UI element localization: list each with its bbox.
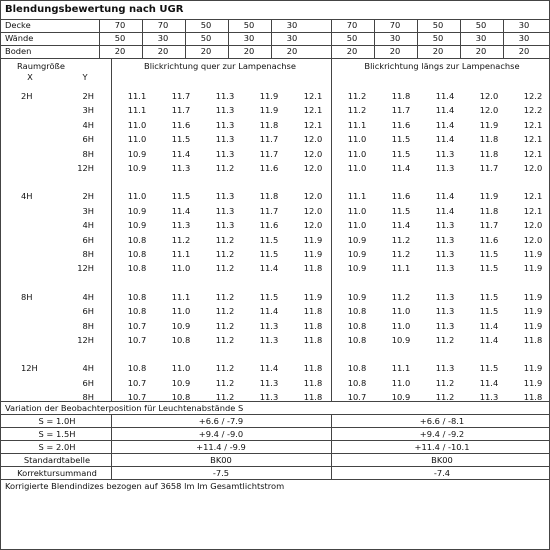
- table-divider-left: [111, 58, 112, 401]
- ugr-value-across: 11.3: [215, 91, 235, 101]
- reflectance-cell-divider: [374, 19, 375, 58]
- ugr-value-across: 11.7: [259, 134, 279, 145]
- ugr-value-along: 11.9: [523, 377, 543, 388]
- reflectance-value: 30: [286, 33, 298, 43]
- ugr-value-across: 11.3: [215, 191, 235, 202]
- correction-across: -7.5: [212, 468, 230, 478]
- ugr-value-across: 11.3: [215, 105, 235, 116]
- ugr-value-across: 10.7: [127, 335, 147, 345]
- variation-across: +9.4 / -9.0: [198, 429, 244, 439]
- ugr-value-across: 11.3: [259, 377, 279, 388]
- room-y-value: 6H: [82, 234, 94, 245]
- ugr-value-across: 10.9: [171, 320, 191, 331]
- ugr-value-across: 11.3: [215, 134, 235, 145]
- standard-table-along: BK00: [431, 455, 453, 465]
- ugr-value-along: 11.4: [479, 377, 499, 388]
- ugr-value-across: 11.9: [303, 249, 323, 259]
- ugr-value-across: 12.0: [303, 163, 323, 173]
- room-y-value: 4H: [82, 119, 94, 130]
- ugr-value-across: 10.8: [127, 263, 147, 274]
- ugr-value-along: 12.0: [523, 220, 543, 231]
- ugr-value-across: 11.9: [259, 105, 279, 116]
- reflectance-cell-divider: [99, 19, 100, 58]
- ugr-value-across: 10.8: [171, 335, 191, 345]
- ugr-value-across: 11.7: [259, 205, 279, 216]
- ugr-value-across: 11.4: [259, 363, 279, 374]
- ugr-value-along: 11.4: [435, 191, 455, 202]
- ugr-value-along: 12.1: [523, 205, 543, 216]
- ugr-value-across: 10.9: [127, 220, 147, 231]
- spacing-label: S = 1.5H: [38, 429, 76, 439]
- y-header: Y: [82, 72, 88, 82]
- ugr-value-across: 11.2: [215, 377, 235, 388]
- ugr-value-across: 11.3: [215, 148, 235, 159]
- room-x-value: 2H: [21, 91, 33, 101]
- ugr-value-across: 11.8: [303, 377, 323, 388]
- reflectance-value: 30: [475, 33, 487, 43]
- ugr-value-along: 11.3: [435, 220, 455, 231]
- room-y-value: 8H: [82, 148, 94, 159]
- ugr-value-along: 11.4: [391, 220, 411, 231]
- ugr-value-along: 11.2: [435, 335, 455, 345]
- ugr-value-across: 10.7: [127, 392, 147, 403]
- ugr-value-across: 11.2: [215, 234, 235, 245]
- reflectance-value: 30: [286, 20, 298, 30]
- ugr-value-across: 10.8: [127, 291, 147, 302]
- ugr-value-along: 11.3: [435, 291, 455, 302]
- ugr-value-along: 12.0: [523, 163, 543, 173]
- reflectance-value: 20: [475, 46, 487, 56]
- ugr-value-along: 11.2: [391, 234, 411, 245]
- ugr-value-along: 11.4: [435, 205, 455, 216]
- room-y-value: 12H: [77, 263, 94, 274]
- reflectance-cell-divider: [331, 19, 332, 58]
- row-separator: [1, 427, 549, 428]
- footer-separator: [1, 479, 549, 480]
- ugr-value-across: 11.2: [215, 363, 235, 374]
- ugr-value-along: 11.0: [347, 205, 367, 216]
- ugr-value-along: 12.0: [479, 105, 499, 116]
- room-y-value: 4H: [82, 363, 94, 374]
- reflectance-value: 30: [518, 20, 530, 30]
- ugr-value-across: 12.0: [303, 134, 323, 145]
- reflectance-value: 20: [200, 46, 212, 56]
- room-y-value: 2H: [82, 91, 94, 101]
- room-y-value: 8H: [82, 249, 94, 259]
- ugr-value-along: 11.1: [347, 191, 367, 202]
- ugr-value-along: 10.9: [391, 392, 411, 403]
- ugr-value-along: 11.4: [435, 105, 455, 116]
- ugr-value-along: 11.9: [523, 306, 543, 317]
- variation-title: Variation der Beobachterposition für Leuchtenabstände S: [5, 403, 244, 413]
- ugr-value-across: 11.2: [215, 392, 235, 403]
- table-divider-center: [331, 58, 332, 401]
- ugr-value-along: 11.9: [523, 320, 543, 331]
- ugr-value-across: 11.0: [171, 306, 191, 317]
- ugr-value-across: 11.9: [259, 91, 279, 101]
- ugr-value-across: 11.1: [171, 249, 191, 259]
- variation-separator: [1, 401, 549, 402]
- page-title: Blendungsbewertung nach UGR: [5, 4, 184, 15]
- ugr-value-along: 12.0: [523, 234, 543, 245]
- row-separator: [1, 466, 549, 467]
- spacing-label: S = 1.0H: [38, 416, 76, 426]
- ugr-value-along: 11.9: [523, 249, 543, 259]
- room-y-value: 4H: [82, 220, 94, 231]
- reflectance-cell-divider: [228, 19, 229, 58]
- ugr-value-along: 10.9: [347, 249, 367, 259]
- ugr-value-along: 11.8: [479, 148, 499, 159]
- ugr-value-along: 11.8: [479, 134, 499, 145]
- ugr-value-across: 11.3: [171, 220, 191, 231]
- ugr-value-across: 11.9: [303, 234, 323, 245]
- ugr-value-along: 11.2: [391, 291, 411, 302]
- ugr-value-across: 11.8: [303, 392, 323, 403]
- ugr-value-across: 11.8: [259, 119, 279, 130]
- room-x-value: 12H: [21, 363, 38, 374]
- ugr-value-along: 12.1: [523, 148, 543, 159]
- reflectance-cell-divider: [142, 19, 143, 58]
- x-header: X: [27, 72, 33, 82]
- reflectance-cell-divider: [460, 19, 461, 58]
- ugr-value-across: 12.0: [303, 220, 323, 231]
- reflectance-value: 50: [114, 33, 126, 43]
- ugr-value-across: 11.0: [171, 263, 191, 274]
- ugr-value-across: 11.3: [259, 335, 279, 345]
- ugr-value-across: 11.3: [259, 320, 279, 331]
- ugr-value-across: 11.2: [215, 335, 235, 345]
- room-y-value: 12H: [77, 163, 94, 173]
- ugr-value-along: 11.3: [479, 392, 499, 403]
- reflectance-value: 50: [346, 33, 358, 43]
- reflectance-value: 50: [475, 20, 487, 30]
- ugr-value-along: 11.9: [479, 191, 499, 202]
- ugr-value-across: 11.5: [259, 291, 279, 302]
- ugr-value-across: 11.5: [171, 191, 191, 202]
- reflectance-value: 20: [389, 46, 401, 56]
- ugr-value-along: 11.3: [435, 306, 455, 317]
- reflectance-value: 50: [200, 20, 212, 30]
- ugr-value-along: 10.9: [347, 263, 367, 274]
- ugr-value-across: 11.3: [215, 220, 235, 231]
- along-axis-header: Blickrichtung längs zur Lampenachse: [364, 61, 520, 71]
- room-size-header: Raumgröße: [17, 61, 65, 71]
- variation-across: +6.6 / -7.9: [198, 416, 244, 426]
- ugr-value-along: 11.5: [479, 363, 499, 374]
- ugr-value-along: 12.1: [523, 119, 543, 130]
- reflectance-value: 70: [346, 20, 358, 30]
- room-x-value: 8H: [21, 291, 33, 302]
- ugr-value-across: 11.4: [259, 306, 279, 317]
- ugr-value-across: 11.8: [259, 191, 279, 202]
- reflectance-value: 50: [432, 33, 444, 43]
- ugr-value-across: 10.8: [127, 249, 147, 259]
- ugr-value-along: 11.0: [347, 163, 367, 173]
- reflectance-cell-divider: [417, 19, 418, 58]
- ugr-value-across: 11.1: [127, 91, 147, 101]
- ugr-value-along: 11.3: [435, 263, 455, 274]
- ugr-value-along: 10.9: [347, 234, 367, 245]
- ugr-value-across: 11.5: [259, 249, 279, 259]
- room-y-value: 12H: [77, 335, 94, 345]
- room-y-value: 6H: [82, 306, 94, 317]
- variation-divider-left: [111, 414, 112, 479]
- ugr-value-along: 11.5: [479, 291, 499, 302]
- ugr-value-along: 11.0: [391, 377, 411, 388]
- ugr-value-across: 10.9: [127, 205, 147, 216]
- ugr-value-across: 11.3: [171, 163, 191, 173]
- ugr-value-across: 11.2: [215, 249, 235, 259]
- room-y-value: 8H: [82, 320, 94, 331]
- ugr-value-along: 11.9: [523, 263, 543, 274]
- room-y-value: 4H: [82, 291, 94, 302]
- ugr-value-along: 11.4: [435, 91, 455, 101]
- ugr-value-across: 11.0: [127, 134, 147, 145]
- ugr-value-along: 11.0: [391, 306, 411, 317]
- ugr-value-along: 10.8: [347, 306, 367, 317]
- reflectance-value: 30: [518, 33, 530, 43]
- reflectance-value: 20: [518, 46, 530, 56]
- room-y-value: 6H: [82, 377, 94, 388]
- correction-label: Korrektursummand: [17, 468, 97, 478]
- variation-across: +11.4 / -9.9: [196, 442, 246, 452]
- ugr-value-across: 12.0: [303, 205, 323, 216]
- ugr-value-along: 11.4: [435, 119, 455, 130]
- ugr-value-across: 11.2: [215, 320, 235, 331]
- ugr-value-along: 10.8: [347, 363, 367, 374]
- ugr-value-across: 10.7: [127, 320, 147, 331]
- ugr-value-across: 11.1: [171, 291, 191, 302]
- row-separator: [1, 453, 549, 454]
- ugr-value-across: 10.8: [127, 363, 147, 374]
- ugr-value-along: 10.8: [347, 377, 367, 388]
- reflectance-label: Boden: [5, 46, 32, 56]
- ugr-value-across: 11.8: [303, 335, 323, 345]
- ugr-value-along: 11.7: [479, 220, 499, 231]
- ugr-value-across: 11.4: [171, 205, 191, 216]
- ugr-value-along: 10.8: [347, 320, 367, 331]
- ugr-value-across: 11.5: [171, 134, 191, 145]
- ugr-value-along: 11.8: [479, 205, 499, 216]
- reflectance-cell-divider: [503, 19, 504, 58]
- ugr-value-across: 11.8: [303, 320, 323, 331]
- ugr-value-across: 11.4: [259, 263, 279, 274]
- reflectance-value: 70: [114, 20, 126, 30]
- ugr-value-across: 11.7: [171, 91, 191, 101]
- ugr-value-along: 11.5: [479, 249, 499, 259]
- ugr-value-across: 11.0: [127, 191, 147, 202]
- reflectance-value: 20: [243, 46, 255, 56]
- ugr-value-across: 11.1: [127, 105, 147, 116]
- variation-divider-center: [331, 414, 332, 479]
- reflectance-value: 30: [243, 33, 255, 43]
- ugr-value-along: 11.4: [479, 320, 499, 331]
- room-y-value: 2H: [82, 191, 94, 202]
- ugr-value-along: 11.3: [435, 320, 455, 331]
- ugr-value-across: 11.8: [303, 263, 323, 274]
- ugr-value-along: 11.1: [391, 363, 411, 374]
- ugr-value-along: 11.8: [523, 335, 543, 345]
- ugr-value-across: 11.2: [215, 306, 235, 317]
- correction-along: -7.4: [433, 468, 451, 478]
- ugr-value-along: 12.1: [523, 134, 543, 145]
- ugr-value-along: 11.8: [523, 392, 543, 403]
- ugr-value-across: 10.8: [127, 234, 147, 245]
- ugr-value-along: 11.2: [391, 249, 411, 259]
- ugr-value-across: 10.9: [127, 163, 147, 173]
- ugr-value-along: 12.1: [523, 191, 543, 202]
- ugr-value-along: 11.9: [479, 119, 499, 130]
- ugr-value-along: 11.2: [347, 91, 367, 101]
- ugr-value-across: 11.8: [303, 306, 323, 317]
- ugr-value-along: 11.4: [479, 335, 499, 345]
- reflectance-value: 50: [243, 20, 255, 30]
- ugr-value-along: 11.1: [347, 119, 367, 130]
- ugr-value-along: 11.5: [479, 263, 499, 274]
- ugr-value-along: 10.7: [347, 392, 367, 403]
- ugr-value-across: 10.9: [171, 377, 191, 388]
- ugr-value-along: 11.3: [435, 363, 455, 374]
- ugr-value-along: 11.2: [435, 377, 455, 388]
- variation-along: +11.4 / -10.1: [414, 442, 470, 452]
- row-separator: [1, 58, 549, 59]
- ugr-value-along: 11.8: [391, 91, 411, 101]
- reflectance-cell-divider: [185, 19, 186, 58]
- ugr-value-along: 11.1: [391, 263, 411, 274]
- ugr-value-along: 11.0: [391, 320, 411, 331]
- ugr-value-along: 11.9: [523, 363, 543, 374]
- ugr-value-across: 11.3: [215, 205, 235, 216]
- ugr-value-along: 12.2: [523, 105, 543, 116]
- ugr-value-across: 10.7: [127, 377, 147, 388]
- reflectance-value: 30: [157, 33, 169, 43]
- ugr-value-across: 11.3: [259, 392, 279, 403]
- reflectance-label: Decke: [5, 20, 31, 30]
- room-y-value: 3H: [82, 205, 94, 216]
- ugr-value-along: 12.0: [479, 91, 499, 101]
- ugr-value-across: 11.2: [215, 163, 235, 173]
- ugr-value-along: 10.9: [391, 335, 411, 345]
- ugr-value-along: 11.5: [479, 306, 499, 317]
- reflectance-value: 30: [389, 33, 401, 43]
- ugr-value-along: 11.3: [435, 234, 455, 245]
- room-y-value: 8H: [82, 392, 94, 403]
- ugr-value-along: 11.7: [479, 163, 499, 173]
- ugr-value-along: 11.2: [435, 392, 455, 403]
- standard-table-label: Standardtabelle: [23, 455, 91, 465]
- reflectance-value: 20: [346, 46, 358, 56]
- ugr-value-across: 11.6: [259, 163, 279, 173]
- ugr-value-along: 11.0: [347, 148, 367, 159]
- ugr-value-across: 11.5: [259, 234, 279, 245]
- reflectance-cell-divider: [271, 19, 272, 58]
- ugr-value-across: 11.6: [171, 119, 191, 130]
- room-y-value: 6H: [82, 134, 94, 145]
- ugr-value-along: 11.7: [391, 105, 411, 116]
- ugr-value-along: 11.5: [391, 205, 411, 216]
- ugr-value-along: 11.4: [391, 163, 411, 173]
- row-separator: [1, 440, 549, 441]
- ugr-value-across: 11.2: [215, 263, 235, 274]
- ugr-value-along: 11.3: [435, 249, 455, 259]
- ugr-value-along: 11.3: [435, 163, 455, 173]
- reflectance-value: 20: [157, 46, 169, 56]
- variation-along: +9.4 / -9.2: [419, 429, 465, 439]
- ugr-value-along: 11.0: [347, 134, 367, 145]
- ugr-value-along: 11.6: [391, 191, 411, 202]
- across-axis-header: Blickrichtung quer zur Lampenachse: [144, 61, 296, 71]
- reflectance-value: 70: [157, 20, 169, 30]
- ugr-value-along: 11.2: [347, 105, 367, 116]
- variation-along: +6.6 / -8.1: [419, 416, 465, 426]
- ugr-value-across: 10.9: [127, 148, 147, 159]
- room-x-value: 4H: [21, 191, 33, 202]
- ugr-value-along: 11.4: [435, 134, 455, 145]
- ugr-value-along: 11.3: [435, 148, 455, 159]
- ugr-value-along: 10.8: [347, 335, 367, 345]
- ugr-value-along: 11.5: [391, 134, 411, 145]
- ugr-value-along: 11.5: [391, 148, 411, 159]
- ugr-value-across: 11.2: [215, 291, 235, 302]
- reflectance-value: 70: [389, 20, 401, 30]
- ugr-value-across: 11.8: [303, 363, 323, 374]
- ugr-value-across: 12.1: [303, 119, 323, 130]
- ugr-value-across: 10.8: [127, 306, 147, 317]
- ugr-value-across: 11.0: [171, 363, 191, 374]
- ugr-value-across: 10.8: [171, 392, 191, 403]
- reflectance-value: 50: [432, 20, 444, 30]
- ugr-value-along: 11.9: [523, 291, 543, 302]
- reflectance-value: 20: [114, 46, 126, 56]
- ugr-value-across: 12.1: [303, 105, 323, 116]
- ugr-value-along: 11.6: [391, 119, 411, 130]
- ugr-value-along: 11.0: [347, 220, 367, 231]
- ugr-value-across: 11.3: [215, 119, 235, 130]
- ugr-value-across: 11.2: [171, 234, 191, 245]
- ugr-value-along: 12.2: [523, 91, 543, 101]
- reflectance-value: 20: [286, 46, 298, 56]
- footer-note: Korrigierte Blendindizes bezogen auf 3658 lm Im Gesamtlichtstrom: [5, 481, 285, 491]
- ugr-value-across: 12.0: [303, 191, 323, 202]
- reflectance-value: 50: [200, 33, 212, 43]
- ugr-value-across: 12.0: [303, 148, 323, 159]
- room-y-value: 3H: [82, 105, 94, 116]
- ugr-value-along: 10.9: [347, 291, 367, 302]
- ugr-value-along: 11.6: [479, 234, 499, 245]
- ugr-value-across: 11.9: [303, 291, 323, 302]
- reflectance-value: 20: [432, 46, 444, 56]
- ugr-value-across: 11.0: [127, 119, 147, 130]
- row-separator: [1, 414, 549, 415]
- ugr-value-across: 12.1: [303, 91, 323, 101]
- ugr-value-across: 11.4: [171, 148, 191, 159]
- standard-table-across: BK00: [210, 455, 232, 465]
- ugr-value-across: 11.7: [259, 148, 279, 159]
- reflectance-label: Wände: [5, 33, 34, 43]
- ugr-value-across: 11.7: [171, 105, 191, 116]
- ugr-value-across: 11.6: [259, 220, 279, 231]
- spacing-label: S = 2.0H: [38, 442, 76, 452]
